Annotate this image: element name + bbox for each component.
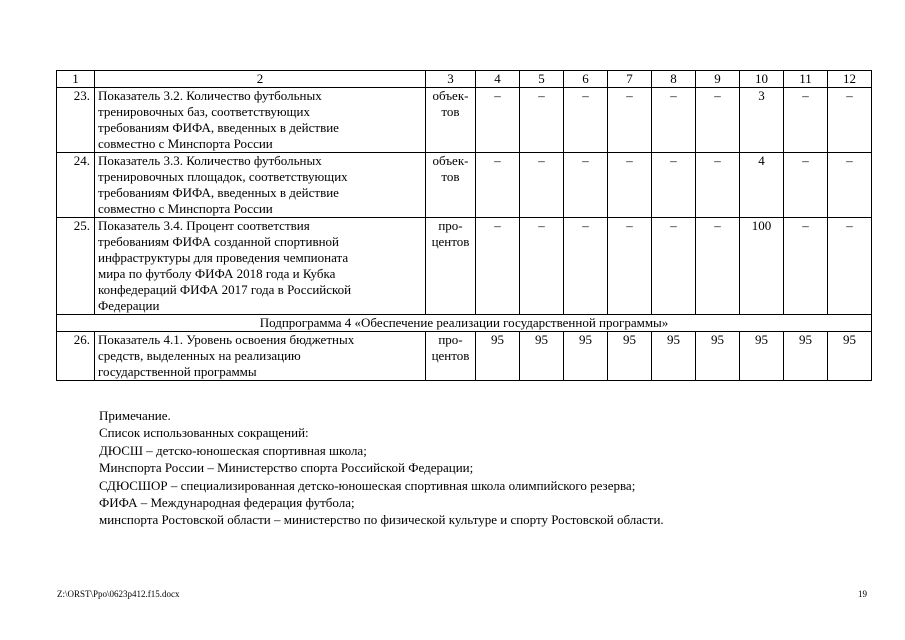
header-cell: 4 (476, 71, 520, 88)
subprogram-row (57, 315, 872, 332)
value-cell: – (784, 218, 828, 315)
table-row (57, 153, 872, 218)
unit-cell-line: центов (431, 348, 470, 363)
value-cell: 95 (784, 332, 828, 381)
header-cell: 11 (784, 71, 828, 88)
value-cell: 95 (608, 332, 652, 381)
indicator-name (95, 332, 426, 381)
abbreviation-item: Минспорта России – Министерство спорта Российской Федерации; (99, 460, 474, 476)
notes-section (99, 407, 859, 529)
header-cell: 8 (652, 71, 696, 88)
subprogram-title: Подпрограмма 4 «Обеспечение реализации государственной программы» (57, 315, 872, 332)
indicator-name-line: Показатель 3.2. Количество футбольных (98, 88, 322, 103)
notes-title: Примечание. (99, 408, 171, 423)
value-cell: – (784, 153, 828, 218)
value-cell: – (696, 218, 740, 315)
unit-cell (426, 332, 476, 381)
value-cell: 3 (740, 88, 784, 153)
unit-cell-line: объек- (432, 88, 469, 103)
value-cell: – (520, 153, 564, 218)
indicator-name-line: Показатель 4.1. Уровень освоения бюджетных (98, 332, 355, 347)
indicator-name (95, 153, 426, 218)
header-cell: 3 (426, 71, 476, 88)
value-cell: – (608, 218, 652, 315)
value-cell: – (520, 88, 564, 153)
value-cell: – (652, 153, 696, 218)
header-cell: 6 (564, 71, 608, 88)
indicator-name-line: Федерации (98, 298, 160, 313)
unit-cell-line: объек- (432, 153, 469, 168)
header-cell: 10 (740, 71, 784, 88)
unit-cell-line: тов (441, 104, 460, 119)
value-cell: – (476, 88, 520, 153)
header-cell: 7 (608, 71, 652, 88)
value-cell: – (608, 153, 652, 218)
value-cell: 95 (828, 332, 872, 381)
unit-cell (426, 88, 476, 153)
table-header-row (57, 71, 872, 88)
unit-cell (426, 218, 476, 315)
value-cell: – (652, 88, 696, 153)
unit-cell-line: про- (438, 332, 463, 347)
footer-file-path: Z:\ORST\Ppo\0623p412.f15.docx (57, 589, 180, 599)
row-number: 23. (57, 88, 95, 153)
value-cell: 95 (476, 332, 520, 381)
table-row (57, 218, 872, 315)
header-cell: 2 (95, 71, 426, 88)
indicator-name-line: совместно с Минспорта России (98, 136, 273, 151)
indicator-name-line: требованиям ФИФА, введенных в действие (98, 185, 339, 200)
table-row (57, 88, 872, 153)
header-cell: 9 (696, 71, 740, 88)
indicator-name-line: инфраструктуры для проведения чемпионата (98, 250, 349, 265)
value-cell: – (784, 88, 828, 153)
value-cell: – (564, 218, 608, 315)
value-cell: – (696, 153, 740, 218)
value-cell: – (476, 153, 520, 218)
abbreviation-item: ФИФА – Международная федерация футбола; (99, 495, 355, 511)
abbreviations-title: Список использованных сокращений: (99, 425, 309, 441)
unit-cell (426, 153, 476, 218)
value-cell: 95 (564, 332, 608, 381)
value-cell: 100 (740, 218, 784, 315)
row-number: 24. (57, 153, 95, 218)
indicator-name-line: мира по футболу ФИФА 2018 года и Кубка (98, 266, 336, 281)
value-cell: – (608, 88, 652, 153)
abbreviation-item: минспорта Ростовской области – министерство по физической культуре и спорту Ростовской области. (99, 512, 664, 528)
indicator-name (95, 218, 426, 315)
value-cell: – (564, 153, 608, 218)
value-cell: – (520, 218, 564, 315)
unit-cell-line: про- (438, 218, 463, 233)
indicator-name-line: Показатель 3.3. Количество футбольных (98, 153, 322, 168)
value-cell: 95 (740, 332, 784, 381)
table-row (57, 332, 872, 381)
abbreviation-item: СДЮСШОР – специализированная детско-юношеская спортивная школа олимпийского резерва; (99, 477, 636, 493)
header-cell: 1 (57, 71, 95, 88)
indicator-name-line: требованиям ФИФА созданной спортивной (98, 234, 340, 249)
header-cell: 12 (828, 71, 872, 88)
value-cell: – (652, 218, 696, 315)
indicator-name-line: конфедераций ФИФА 2017 года в Российской (98, 282, 352, 297)
indicator-name-line: совместно с Минспорта России (98, 201, 273, 216)
indicator-name-line: требованиям ФИФА, введенных в действие (98, 120, 339, 135)
indicator-name-line: тренировочных площадок, соответствующих (98, 169, 348, 184)
value-cell: 95 (652, 332, 696, 381)
indicator-name (95, 88, 426, 153)
value-cell: 4 (740, 153, 784, 218)
header-cell: 5 (520, 71, 564, 88)
value-cell: 95 (696, 332, 740, 381)
unit-cell-line: тов (441, 169, 460, 184)
value-cell: 95 (520, 332, 564, 381)
value-cell: – (476, 218, 520, 315)
unit-cell-line: центов (431, 234, 470, 249)
indicator-name-line: тренировочных баз, соответствующих (98, 104, 311, 119)
abbreviation-item: ДЮСШ – детско-юношеская спортивная школа; (99, 442, 367, 458)
value-cell: – (696, 88, 740, 153)
indicator-name-line: государственной программы (98, 364, 257, 379)
value-cell: – (828, 218, 872, 315)
indicators-table (56, 70, 872, 381)
page-number: 19 (858, 589, 867, 599)
indicator-name-line: Показатель 3.4. Процент соответствия (98, 218, 310, 233)
value-cell: – (564, 88, 608, 153)
row-number: 26. (57, 332, 95, 381)
indicator-name-line: средств, выделенных на реализацию (98, 348, 301, 363)
row-number: 25. (57, 218, 95, 315)
value-cell: – (828, 153, 872, 218)
value-cell: – (828, 88, 872, 153)
